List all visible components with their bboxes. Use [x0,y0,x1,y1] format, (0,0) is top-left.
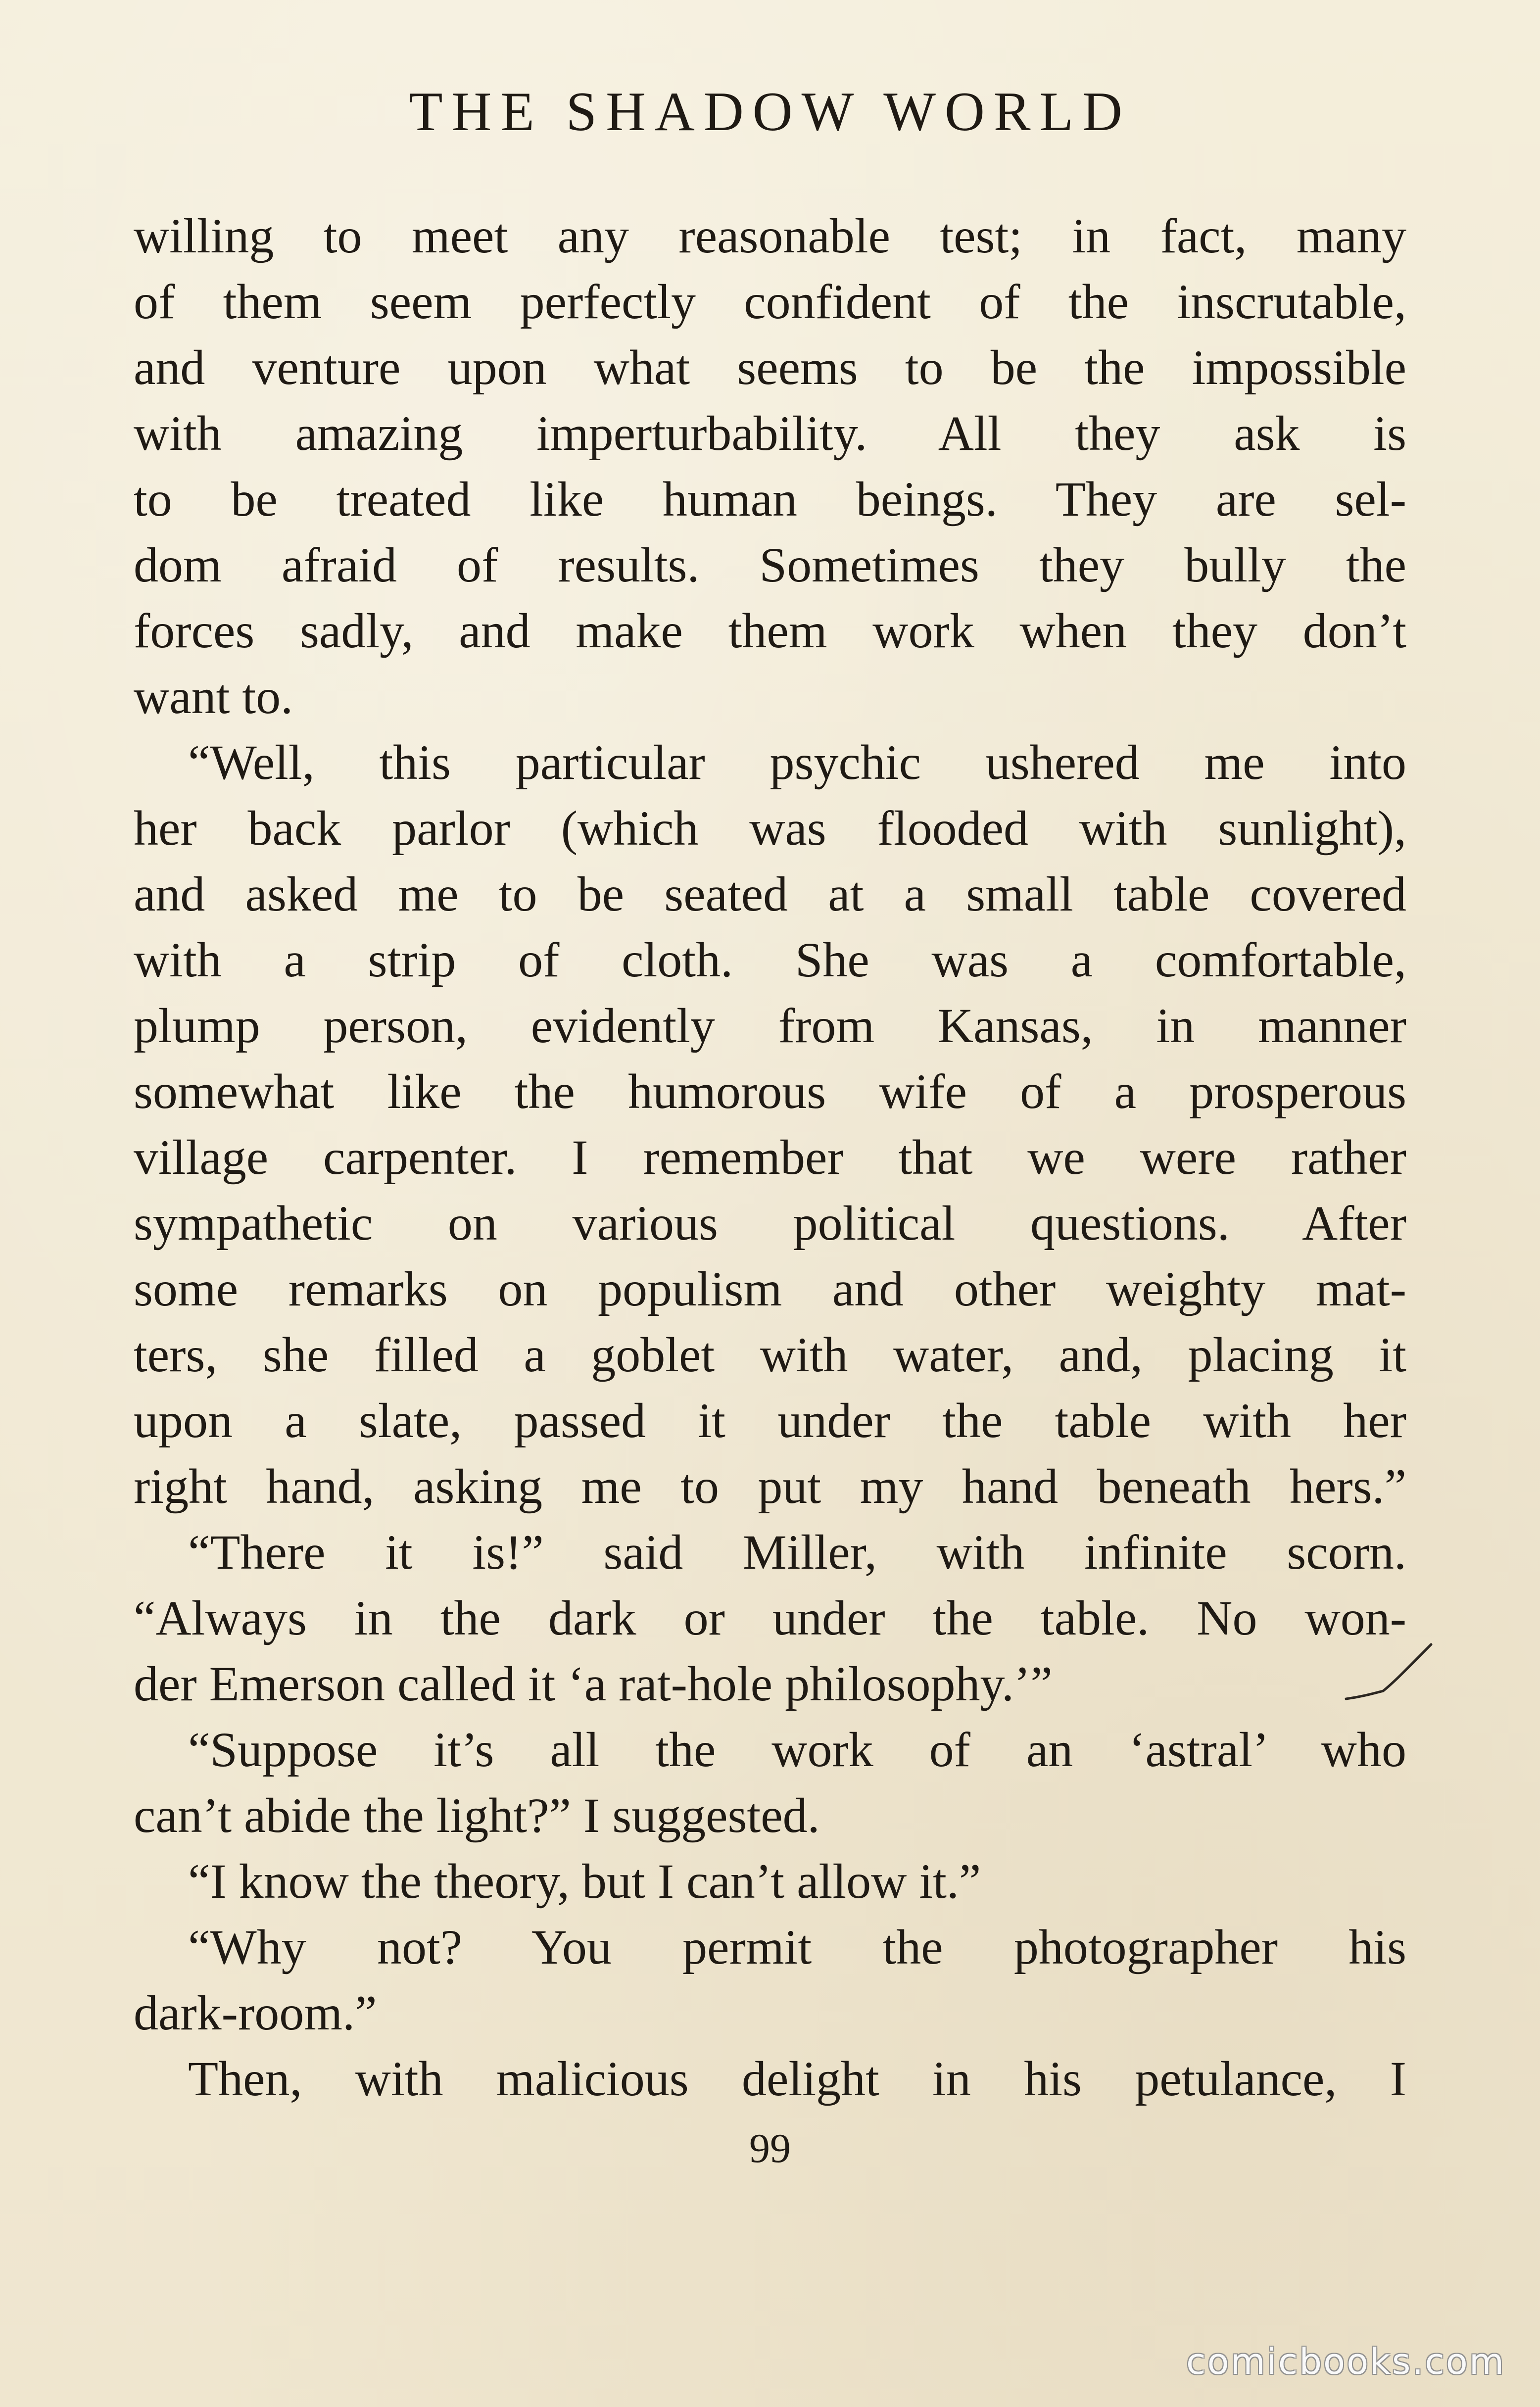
text-line: der Emerson called it ‘a rat-hole philosophy.’” [134,1656,1053,1711]
text-line: some remarks on populism and other weighty mat- [134,1261,1406,1316]
text-line: with a strip of cloth. She was a comfortable, [134,932,1406,987]
text-line: “I know the theory, but I can’t allow it.” [188,1854,981,1909]
text-line: want to. [134,669,293,724]
running-head: THE SHADOW WORLD [409,81,1131,143]
body-text [134,203,1406,2112]
text-line: sympathetic on various political questions. After [134,1196,1406,1251]
text-line: somewhat like the humorous wife of a prosperous [134,1064,1406,1119]
text-line: and asked me to be seated at a small table covered [134,867,1406,921]
text-line: and venture upon what seems to be the impossible [134,340,1406,395]
text-line: “Suppose it’s all the work of an ‘astral’ who [188,1722,1406,1777]
text-line: upon a slate, passed it under the table with her [134,1393,1406,1448]
watermark: comicbooks.com [1186,2341,1505,2382]
text-line: can’t abide the light?” I suggested. [134,1788,820,1843]
text-line: plump person, evidently from Kansas, in manner [134,998,1406,1053]
text-line: of them seem perfectly confident of the inscrutable, [134,274,1406,329]
text-line: dark-room.” [134,1985,377,2040]
text-line: ters, she filled a goblet with water, and, placing it [134,1327,1406,1382]
text-line: to be treated like human beings. They are sel- [134,472,1406,527]
text-line: Then, with malicious delight in his petulance, I [188,2051,1406,2106]
text-line: with amazing imperturbability. All they ask is [134,406,1406,461]
page-number: 99 [749,2125,791,2171]
text-line: her back parlor (which was flooded with sunlight), [134,801,1406,856]
text-line: forces sadly, and make them work when they don’t [134,603,1406,658]
text-line: right hand, asking me to put my hand beneath hers.” [134,1459,1406,1514]
text-line: “Always in the dark or under the table. No won- [134,1590,1406,1645]
text-line: “Why not? You permit the photographer his [188,1920,1406,1974]
text-line: village carpenter. I remember that we were rather [134,1130,1406,1185]
text-line: dom afraid of results. Sometimes they bully the [134,537,1406,592]
text-line: “There it is!” said Miller, with infinite scorn. [188,1525,1406,1580]
text-line: willing to meet any reasonable test; in fact, many [134,208,1406,263]
pencil-mark [1341,1640,1435,1705]
text-line: “Well, this particular psychic ushered me into [188,735,1406,790]
